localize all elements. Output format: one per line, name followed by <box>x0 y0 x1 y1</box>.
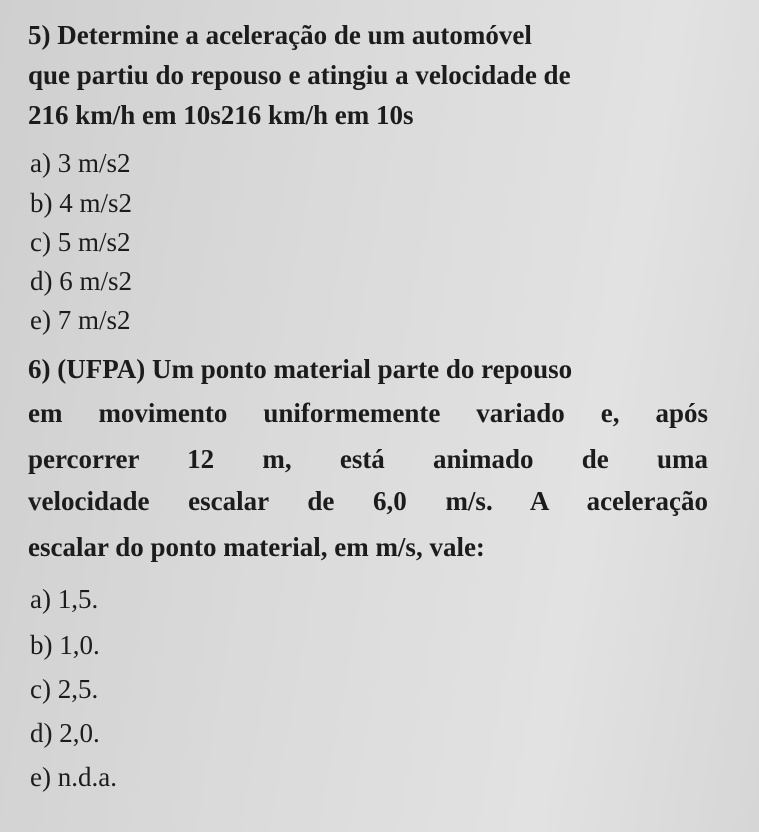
q6-stem-line: em movimento uniformemente variado e, após <box>28 398 708 428</box>
q5-stem-line: 5) Determine a aceleração de um automóvel <box>28 20 532 50</box>
q5-option-b: b) 4 m/s2 <box>30 188 133 218</box>
q5-stem-line: 216 km/h em 10s216 km/h em 10s <box>28 100 414 130</box>
q5-stem-line: que partiu do repouso e atingiu a velocidade de <box>28 60 571 90</box>
q6-stem-line: velocidade escalar de 6,0 m/s. A aceleração <box>28 486 708 516</box>
q6-option-e: e) n.d.a. <box>30 762 117 792</box>
q5-option-a: a) 3 m/s2 <box>30 148 131 178</box>
q6-option-a: a) 1,5. <box>30 584 99 614</box>
q5-option-e: e) 7 m/s2 <box>30 305 131 335</box>
q6-stem-line: percorrer 12 m, está animado de uma <box>28 444 708 474</box>
q6-stem-line: 6) (UFPA) Um ponto material parte do repouso <box>28 354 573 384</box>
q6-stem-line: escalar do ponto material, em m/s, vale: <box>28 532 485 562</box>
q6-option-d: d) 2,0. <box>30 718 100 748</box>
q6-option-b: b) 1,0. <box>30 630 100 660</box>
q6-option-c: c) 2,5. <box>30 674 99 704</box>
q5-option-c: c) 5 m/s2 <box>30 227 131 257</box>
q5-option-d: d) 6 m/s2 <box>30 266 133 296</box>
